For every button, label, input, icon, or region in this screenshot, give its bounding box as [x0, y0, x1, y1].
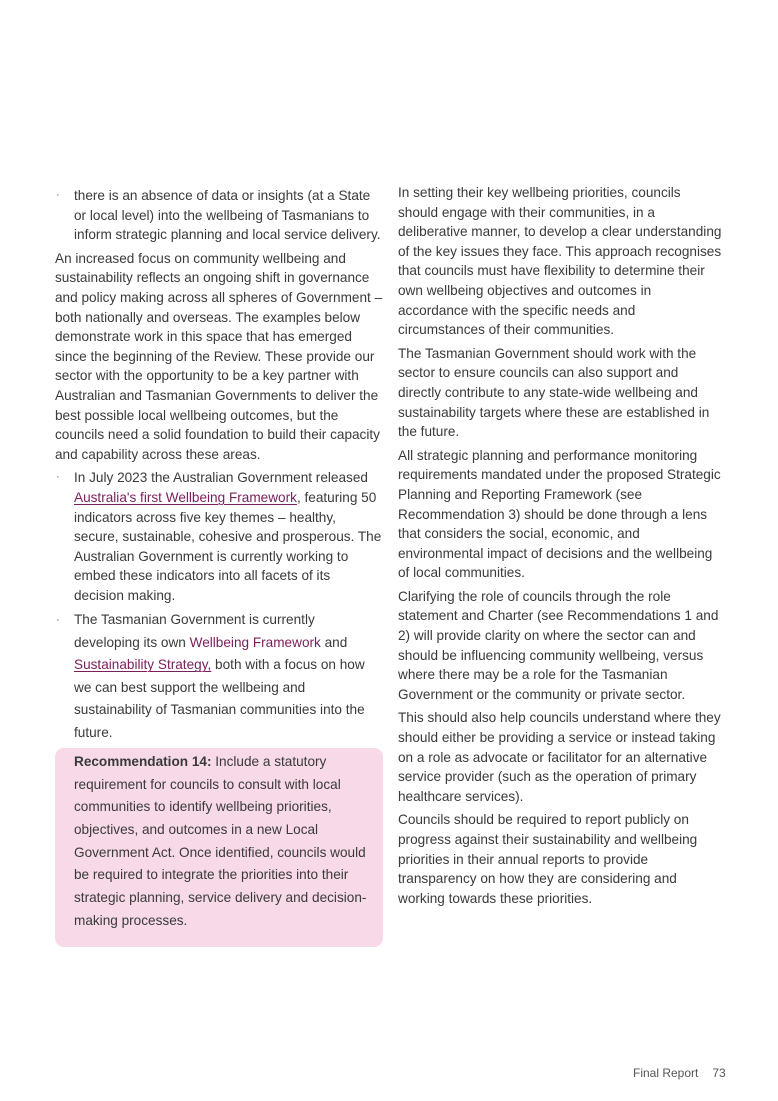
- recommendation-text: Include a statutory requirement for councils to consult with local communities to identify wellbeing priorities, objectives, and outcomes in a new Local Government Act. Once identified, councils would be required to integrate the priorities into their strategic planning, service delivery and decision-making processes.: [74, 753, 367, 928]
- bullet-text-after: , featuring 50 indicators across five key themes – healthy, secure, sustainable, cohesive and prosperous. The Australian Government is currently working to embed these indicators into all facets of its decision making.: [74, 489, 382, 603]
- bullet-item-data-absence: [55, 186, 383, 245]
- paragraph-role-clarity: Clarifying the role of councils through the role statement and Charter (see Recommendations 1 and 2) will provide clarity on where the sector can and should be influencing community wellbeing, versus where there may be a role for the Tasmanian Government or the community or private sector.: [398, 588, 719, 702]
- bullet-text-before: In July 2023 the Australian Government released: [74, 470, 368, 486]
- right-column: [398, 183, 723, 912]
- paragraph-service-role: This should also help councils understand where they should either be providing a service or instead taking on a role as advocate or facilitator for an alternative service provider (such as the operation of primary healthcare services).: [398, 710, 721, 804]
- recommendation-box: [55, 748, 383, 947]
- bullet-item-australian-framework: [55, 468, 383, 605]
- bullet-dot: ·: [56, 471, 60, 484]
- recommendation-label: Recommendation 14:: [74, 753, 212, 769]
- bullet-text: there is an absence of data or insights (at a State or local level) into the wellbeing of Tasmanians to inform strategic planning and local service delivery.: [74, 188, 381, 243]
- footer-label: Final Report: [633, 1066, 699, 1080]
- paragraph-public-reporting: Councils should be required to report publicly on progress against their sustainability and wellbeing priorities in their annual reports to provide transparency on how they are considering and working towards these priorities.: [398, 812, 698, 906]
- bullet-item-tasmanian-framework: [55, 609, 383, 743]
- paragraph-engage-communities: In setting their key wellbeing priorities, councils should engage with their communities, in a deliberative manner, to develop a clear understanding of the key issues they face. This approach recognises that councils must have flexibility to determine their own wellbeing objectives and outcomes in accordance with the specific needs and circumstances of their communities.: [398, 185, 722, 338]
- bullet-dot: ·: [56, 614, 60, 627]
- left-column: [55, 183, 383, 947]
- sustainability-strategy-link[interactable]: Sustainability Strategy,: [74, 657, 212, 673]
- paragraph-state-targets: The Tasmanian Government should work with the sector to ensure councils can also support and directly contribute to any state-wide wellbeing and sustainability targets where these are established in the future.: [398, 345, 710, 440]
- paragraph-wellbeing-focus: An increased focus on community wellbeing and sustainability reflects an ongoing shift in governance and policy making across all spheres of Government – both nationally and overseas. The examples below demonstrate work in this space that has emerged since the beginning of the Review. These provide our sector with the opportunity to be a key partner with Australian and Tasmanian Governments to deliver the best possible local wellbeing outcomes, but the councils need a solid foundation to build their capacity and capability across these areas.: [55, 250, 383, 462]
- page-footer: [633, 1066, 726, 1080]
- wellbeing-framework-link[interactable]: Wellbeing Framework: [189, 634, 321, 650]
- page-number: 73: [712, 1066, 726, 1080]
- australia-wellbeing-framework-link[interactable]: Australia's first Wellbeing Framework: [74, 489, 297, 505]
- bullet-text-middle: and: [320, 634, 348, 650]
- bullet-text-after: both with a focus on how we can best support the wellbeing and sustainability of Tasmanian communities into the future.: [74, 657, 365, 740]
- bullet-dot: ·: [56, 189, 60, 201]
- bullet-text-before: The Tasmanian Government is currently developing its own: [74, 612, 315, 650]
- paragraph-planning-requirements: All strategic planning and performance monitoring requirements mandated under the proposed Strategic Planning and Reporting Framework (see Recommendation 3) should be done through a lens that considers the social, economic, and environmental impact of decisions and the wellbeing of local communities.: [398, 447, 721, 581]
